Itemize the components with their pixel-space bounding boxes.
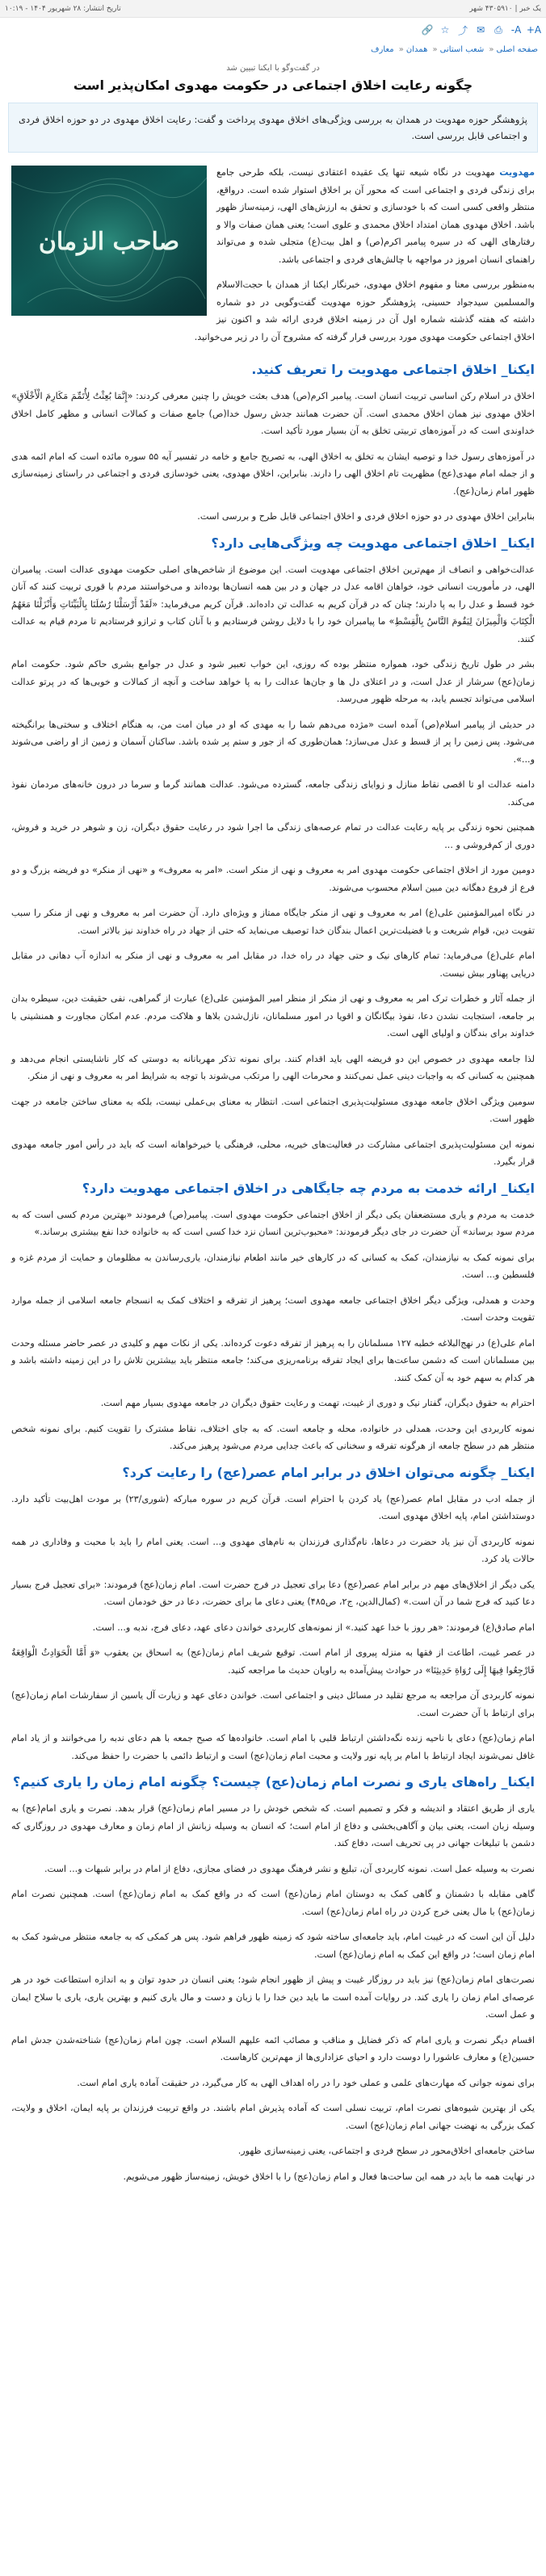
paragraph-14: از جمله آثار و خطرات ترک امر به معروف و نهی از منکر از منظر امیر المؤمنین علی(ع) عبارت از گمراهی، نفی حقیقت دین، سیطره بدان بر جامعه، استجابت نشدن دعا، نفوذ بیگانگان و اقویا در امور مسلمانان، نازل‌شدن بلاها و هلاکت مردم. عدم امکان مجاورت و همنشینی با خداوند برای بندگان و اولیای الهی است. <box>11 993 535 1039</box>
paragraph-4: در آموزه‌های رسول خدا و توصیه ایشان به تخلق به اخلاق الهی، به تصریح جامع و خامه در تفسیر آیه ۵۵ سوره مائده است که امام ائمه هدی و از جمله امام مهدی(عج) مظهریت تام اخلاق الهی را دارند. بنابراین، اخلاق مهدوی، یعنی خودسازی فردی و اجتماعی در راستای زمینه‌سازی ظهور امام زمان(عج). <box>11 451 535 497</box>
paragraph-36: اقسام دیگر نصرت و یاری امام که ذکر فضایل و مناقب و مصائب ائمه علیهم السلام است. چون امام زمان(عج) شناخته‌شدن جدش امام حسین(ع) و معارف عاشورا را دوست دارد و احیای عزاداری‌ها از مهم‌ترین کارهاست. <box>11 2034 535 2063</box>
paragraph-19: برای نمونه کمک به نیازمندان، کمک به کسانی که در کارهای خیر مانند اطعام نیازمندان، یاری‌رساندن به مظلومان و حمایت از مردم غزه و فلسطین و... است. <box>11 1252 535 1281</box>
paragraph-9: دامنه عدالت او تا اقصی نقاط منازل و زوایای زندگی جامعه، گسترده می‌شود. عدالت همانند گرما و سرما در درون خانه‌های مردمان نفوذ می‌کند. <box>11 779 535 808</box>
paragraph-28: در عصر غیبت، اطاعت از فقها به منزله پیروی از امام است. توقیع شریف امام زمان(عج) به اسحاق بن یعقوب «وَ أَمَّا الْحَوَادِثُ الْوَاقِعَةُ فَارْجِعُوا فِیهَا إِلَی رُوَاةِ حَدِیثِنَا» در حوادث پیش‌آمده به راویان حدیث ما مراجعه کنید. <box>11 1647 535 1676</box>
paragraph-25: نمونه کاربردی آن نیز یاد حضرت در دعاها، نام‌گذاری فرزندان به نام‌های مهدوی و... است. یعنی امام را باید با محبت و وفاداری در همه حالات یاد کرد. <box>11 1536 535 1565</box>
link-icon[interactable]: 🔗 <box>421 24 434 36</box>
breadcrumb: صفحه اصلی« شعب استانی« همدان« معارف <box>371 45 538 54</box>
section-heading-1: ایکنا_ اخلاق اجتماعی مهدویت را تعریف کنید. <box>251 362 535 378</box>
paragraph-13: امام علی(ع) می‌فرماید: تمام کارهای نیک و حتی جهاد در راه خدا، در مقابل امر به معروف و نهی از منکر به اندازه آب دهانی در مقابل دریایی پهناور بیش نیست. <box>11 950 535 979</box>
paragraph-38: یکی از بهترین شیوه‌های نصرت امام، تربیت نسلی است که آماده پذیرش امام باشند. در واقع تربیت فرزندان بر پایه ایمان، اخلاق و ولایت، کمک بزرگی به نهضت جهانی امام زمان(عج) است. <box>11 2103 535 2131</box>
article-body <box>0 164 546 2185</box>
paragraph-17: نمونه این مسئولیت‌پذیری اجتماعی مشارکت در فعالیت‌های خیریه، محلی، فرهنگی یا خیرخواهانه است که باید در رأس امور جامعه مهدوی قرار بگیرد. <box>11 1139 535 1168</box>
hero-calligraphy-text: صاحب الزمان <box>38 228 180 257</box>
section-heading-2: ایکنا_ اخلاق اجتماعی مهدویت چه ویژگی‌هایی دارد؟ <box>211 535 535 551</box>
paragraph-23: نمونه کاربردی این وحدت، همدلی در خانواده، محله و جامعه است. که به جای اختلاف، نقاط مشترک را تقویت کنیم. برای نمونه شخص منتظر هم در سطح جامعه از هرگونه تفرقه و سخنانی که باعث جدایی مردم می‌شود پرهیز می‌کند. <box>11 1423 535 1452</box>
calligraphy-art <box>11 166 207 316</box>
paragraph-40: در نهایت همه ما باید در همه این ساحت‌ها فعال و امام زمان(عج) را با اخلاق خویش، زمینه‌ساز ظهور می‌شویم. <box>123 2171 535 2182</box>
paragraph-39: ساختن جامعه‌ای اخلاق‌محور در سطح فردی و اجتماعی، یعنی زمینه‌سازی ظهور. <box>237 2146 535 2157</box>
paragraph-6: عدالت‌خواهی و انصاف از مهم‌ترین اخلاق اجتماعی مهدویت است. این موضوع از شاخص‌های اصلی حکومت مهدوی عدالت است. پیامبران الهی، در مأموریت انسانی خود، خواهان اقامه عدل در جهان و در بین همه انسان‌ها بوده‌اند و می‌خواستند مردم با قوری تربیت کنند که آنان خود قسط و عدل را به پا دارند؛ چنان که در قرآن کریم به عدالت تن داده‌اند. قرآن کریم می‌فرماید: «لَقَدْ أَرْسَلْنَا رُسُلَنَا بِالْبَیِّنَاتِ وَأَنْزَلْنَا مَعَهُمُ الْکِتَابَ وَالْمِیزَانَ لِیَقُومَ النَّاسُ بِالْقِسْطِ» ما پیامبران خود را با دلایل روشن فرستادیم و با آنان کتاب و ترازو فرستادیم تا مردم قیام به عدالت کنند. <box>11 564 535 644</box>
breadcrumb-home[interactable]: صفحه اصلی <box>496 45 538 54</box>
paragraph-5: بنابراین اخلاق مهدوی در دو حوزه اخلاق فردی و اخلاق اجتماعی قابل طرح و بررسی است. <box>197 511 535 522</box>
section-heading-5: ایکنا_ راه‌های یاری و نصرت امام زمان(عج) چیست؟ چگونه امام زمان را یاری کنیم؟ <box>12 1774 535 1790</box>
article-summary: پژوهشگر حوزه مهدویت در همدان به بررسی ویژگی‌های اخلاق مهدوی پرداخت و گفت: رعایت اخلاق مهدوی در دو حوزه اخلاق فردی و اجتماعی قابل بررسی است. <box>8 103 538 153</box>
paragraph-20: وحدت و همدلی، ویژگی دیگر اخلاق اجتماعی جامعه مهدوی است؛ پرهیز از تفرقه و اختلاف کمک به انسجام جامعه اسلامی از جمله موارد تقویت وحدت است. <box>11 1294 535 1324</box>
paragraph-1: مهدویت مهدویت در نگاه شیعه تنها یک عقیده اعتقادی نیست، بلکه طرحی جامع برای زندگی فردی و اجتماعی است که محور آن بر اخلاق استوار شده است. درواقع، منتظر واقعی کسی است که با خودسازی و تحقق به ارزش‌های الهی، زمینه‌ساز ظهور باشد. اخلاق مهدوی همان امتداد اخلاق محمدی و علوی است؛ یعنی همان صفات والا و رفتارهای الهی که در سیره پیامبر اکرم(ص) و اهل بیت(ع) متجلی شده و می‌تواند راهنمای انسان امروز در مواجهه با چالش‌های فردی و اجتماعی باشد. <box>216 167 535 265</box>
paragraph-30: امام زمان(عج) دعای با ناحیه زنده نگه‌داشتن ارتباط قلبی با امام است. خانواده‌ها که صبح جمعه با هم دعای ندبه را می‌خوانند و از یاد امام غافل نمی‌شوند ایجاد ارتباط با امام بر پایه نور ولایت و محبت امام زمان(عج) است و ارتباط دائمی با حضرت را حفظ می‌کند. <box>11 1733 535 1761</box>
paragraph-35: نصرت‌های امام زمان(عج) نیز باید در روزگار غیبت و پیش از ظهور انجام شود؛ یعنی انسان در حدود توان و به اندازه استطاعت خود در هر عرصه‌ای امام زمان را یاری کند. در روایات آمده است ما باید دین خدا را با زبان و دست و مال یاری کنیم و بهترین یاری، یاری با سلاح ایمان و عمل است. <box>11 1974 535 2020</box>
publish-date: تاریخ انتشار: ۲۸ شهریور ۱۴۰۴ - ۱۰:۱۹ <box>5 4 121 13</box>
paragraph-2: به‌منظور بررسی معنا و مفهوم اخلاق مهدوی، خبرنگار ایکنا از همدان با حجت‌الاسلام والمسلمین سیدجواد حسینی، پژوهشگر حوزه مهدویت گفت‌وگویی در دو شماره داشته که هفته گذشته شماره اول آن در زمینه اخلاق فردی ارائه شد و اکنون نیز اخلاق اجتماعی حکومت مهدوی مورد بررسی قرار گرفته که مشروح آن را در زیر می‌خوانید. <box>194 279 535 342</box>
paragraph-11: دومین مورد از اخلاق اجتماعی حکومت مهدوی امر به معروف و نهی از منکر است. «امر به معروف» و «نهی از منکر» دو فریضه بزرگ و دو فرع از فروع دهگانه دین مبین اسلام محسوب می‌شوند. <box>11 865 535 893</box>
site-label: یک خبر | ۴۳۰۵۹۱۰ شهر <box>469 4 541 13</box>
paragraph-8: در حدیثی از پیامبر اسلام(ص) آمده است «مژده می‌دهم شما را به مهدی که او در میان امت من، به هنگام اختلاف و سختی‌ها برانگیخته می‌شود. پس زمین را پر از قسط و عدل می‌سازد؛ همان‌طوری که از جور و ستم پر شده باشد. ساکنان آسمان و زمین از او راضی می‌شوند و...». <box>11 719 535 765</box>
bookmark-icon[interactable]: ☆ <box>440 24 450 36</box>
hero-image <box>11 166 207 316</box>
paragraph-37: برای نمونه جوانی که مهارت‌های علمی و عملی خود را در راه اهداف الهی به کار می‌گیرد، در حقیقت آماده یاری امام است. <box>77 2077 535 2088</box>
share-icon[interactable]: ⤴ <box>458 24 468 36</box>
section-heading-4: ایکنا_ چگونه می‌توان اخلاق در برابر امام عصر(عج) را رعایت کرد؟ <box>122 1464 535 1480</box>
paragraph-15: لذا جامعه مهدوی در خصوص این دو فریضه الهی باید اقدام کنند. برای نمونه تذکر مهربانانه به دوستی که کار ناشایستی انجام می‌دهد و همچنین به کسانی که به واجبات دینی عمل نمی‌کنند و محرمات الهی را مرتکب می‌شوند با توجه به شرایط امر به معروف و نهی از منکر. <box>11 1053 535 1082</box>
email-icon[interactable]: ✉ <box>476 24 485 36</box>
top-meta-bar <box>0 0 546 18</box>
article-toolbar <box>0 18 546 42</box>
paragraph-31: یاری از طریق اعتقاد و اندیشه و فکر و تصمیم است. که شخص خودش را در مسیر امام زمان(عج) قرار بدهد. نصرت و یاری امام(عج) به وسیله زبان است، یعنی بیان و آگاهی‌بخشی و دفاع از امام است؛ که انسان به وسیله زبانش از امام زمان و معارف مهدوی در روزگاری که دشمن با تبلیغات جهانی در پی تحریف است، دفاع کند. <box>11 1803 535 1849</box>
article-title: چگونه رعایت اخلاق اجتماعی در حکومت مهدوی امکان‌پذیر است <box>73 78 473 93</box>
text-increase-icon[interactable]: A+ <box>526 24 542 36</box>
lead-subtitle: در گفت‌وگو با ایکنا تبیین شد <box>226 64 320 73</box>
paragraph-26: یکی دیگر از اخلاق‌های مهم در برابر امام عصر(عج) دعا برای تعجیل در فرج حضرت است. امام زمان(عج) فرمودند: «برای تعجیل فرج بسیار دعا کنید که فرج شما در آن است.» (کمال‌الدین، ج۲، ص۴۸۵) یعنی دعای ما برای حضرت، دعا در حق خودمان است. <box>11 1579 535 1608</box>
paragraph-21: امام علی(ع) در نهج‌البلاغه خطبه ۱۲۷ مسلمانان را به پرهیز از تفرقه دعوت کرده‌اند. یکی از نکات مهم و کلیدی در عصر حاضر مسئله وحدت بین مسلمانان است که دشمن ساعت‌ها برای ایجاد تفرقه برنامه‌ریزی می‌کند؛ جامعه منتظر باید بیشترین تلاش را در این زمینه داشته باشد و هر کدام به سهم خود به آن کمک کنند. <box>11 1337 535 1383</box>
paragraph-22: احترام به حقوق دیگران، گفتار نیک و دوری از غیبت، تهمت و رعایت حقوق دیگران در جامعه مهدوی بسیار مهم است. <box>100 1398 535 1409</box>
breadcrumb-hamedan[interactable]: همدان <box>405 45 428 54</box>
print-icon[interactable]: ⎙ <box>494 23 502 36</box>
breadcrumb-provincial[interactable]: شعب استانی <box>439 45 485 54</box>
paragraph-10: همچنین نحوه زندگی بر پایه رعایت عدالت در تمام عرصه‌های زندگی ما اجرا شود در رعایت حقوق دیگران، زن و شوهر در خرید و فروش، دوری از کم‌فروشی و ... <box>11 822 535 850</box>
paragraph-16: سومین ویژگی اخلاق جامعه مهدوی مسئولیت‌پذیری اجتماعی است. انتظار به معنای بی‌عملی نیست، بلکه به معنای ساختن جامعه در جهت ظهور است. <box>11 1096 535 1125</box>
paragraph-7: بشر در طول تاریخ زندگی خود، همواره منتظر بوده که روزی، این خواب تعبیر شود و عدل در جوامع بشری حاکم شود. حکومت امام زمان(عج) سرشار از عدل است، و در اعتلای دل ها و جان‌ها عدالت را به پا خواهد ساخت و آنچه از کمالات و خوبی‌ها که در پرتو عدالت اسلامی می‌تواند تجسم یابد، به مرحله ظهور می‌رسد. <box>11 659 535 705</box>
paragraph-32: نصرت به وسیله عمل است. نمونه کاربردی آن، تبلیغ و نشر فرهنگ مهدوی در فضای مجازی، دفاع از امام در برابر شبهات و... است. <box>44 1863 535 1874</box>
paragraph-24: از جمله ادب در مقابل امام عصر(عج) یاد کردن با احترام است. قرآن کریم در سوره مبارکه (شوری/۲۳) بر مودت اهل‌بیت تأکید دارد. دوستداشتن امام، پایه اخلاق مهدوی است. <box>11 1493 536 1522</box>
paragraph-27: امام صادق(ع) فرمودند: «هر روز با خدا عهد کنید.» از نمونه‌های کاربردی خواندن دعای عهد، دعای فرج، ندبه و... است. <box>92 1622 535 1633</box>
text-decrease-icon[interactable]: A- <box>510 24 522 36</box>
section-heading-3: ایکنا_ ارائه خدمت به مردم چه جایگاهی در اخلاق اجتماعی مهدویت دارد؟ <box>82 1180 535 1196</box>
highlight-mahdaviat[interactable]: مهدویت <box>499 167 535 178</box>
breadcrumb-maaref[interactable]: معارف <box>371 45 394 54</box>
paragraph-12: در نگاه امیرالمؤمنین علی(ع) امر به معروف و نهی از منکر جایگاه ممتاز و ویژه‌ای دارد. آن حضرت امر به معروف و نهی از منکر را سبب تقویت دین، قوام شریعت و با فضیلت‌ترین اعمال بندگان خدا توصیف می‌نماید که حتی از جهاد در راه خداوند نیز بالاتر است. <box>11 908 535 936</box>
paragraph-29: نمونه کاربردی آن مراجعه به مرجع تقلید در مسائل دینی و اجتماعی است. خواندن دعای عهد و زیارت آل یاسین از سفارشات امام زمان(عج) برای ارتباط با آن حضرت است. <box>11 1690 535 1718</box>
paragraph-34: دلیل آن این است که در غیبت امام، باید جامعه‌ای ساخته شود که زمینه ظهور فراهم شود. پس هر کمکی که به جامعه منتظر می‌شود کمک به امام زمان است؛ در واقع این کمک به امام زمان(عج) است. <box>11 1932 535 1960</box>
paragraph-18: خدمت به مردم و یاری مستضعفان یکی دیگر از اخلاق اجتماعی حکومت مهدوی است. پیامبر(ص) فرمودند «بهترین مردم کسی است که به مردم سود برساند» آن حضرت در جای دیگر فرمودند: «محبوب‌ترین انسان نزد خدا کسی است که به خانواده خدا نفع بیشتری برساند.» <box>11 1209 535 1238</box>
paragraph-3: اخلاق در اسلام رکن اساسی تربیت انسان است. پیامبر اکرم(ص) هدف بعثت خویش را چنین معرفی کردند: «إِنَّمَا بُعِثْتُ لِأُتَمِّمَ مَکَارِمَ الْأَخْلَاقِ» اخلاق مهدوی نیز همان اخلاق محمدی است. آن حضرت همانند جدش رسول خدا(ص) جامع صفات و کمالات انسانی و مظهر کامل اخلاق خداوندی است که در آموزه‌های تربیتی تخلق به آن بسیار مورد تأکید است. <box>11 391 535 437</box>
paragraph-33: گاهی مقابله با دشمنان و گاهی کمک به دوستان امام زمان(عج) است که در واقع کمک به امام زمان(عج) است. همچنین نصرت امام زمان(عج) با مال یعنی خرج کردن در راه امام زمان(عج) است. <box>11 1889 535 1917</box>
